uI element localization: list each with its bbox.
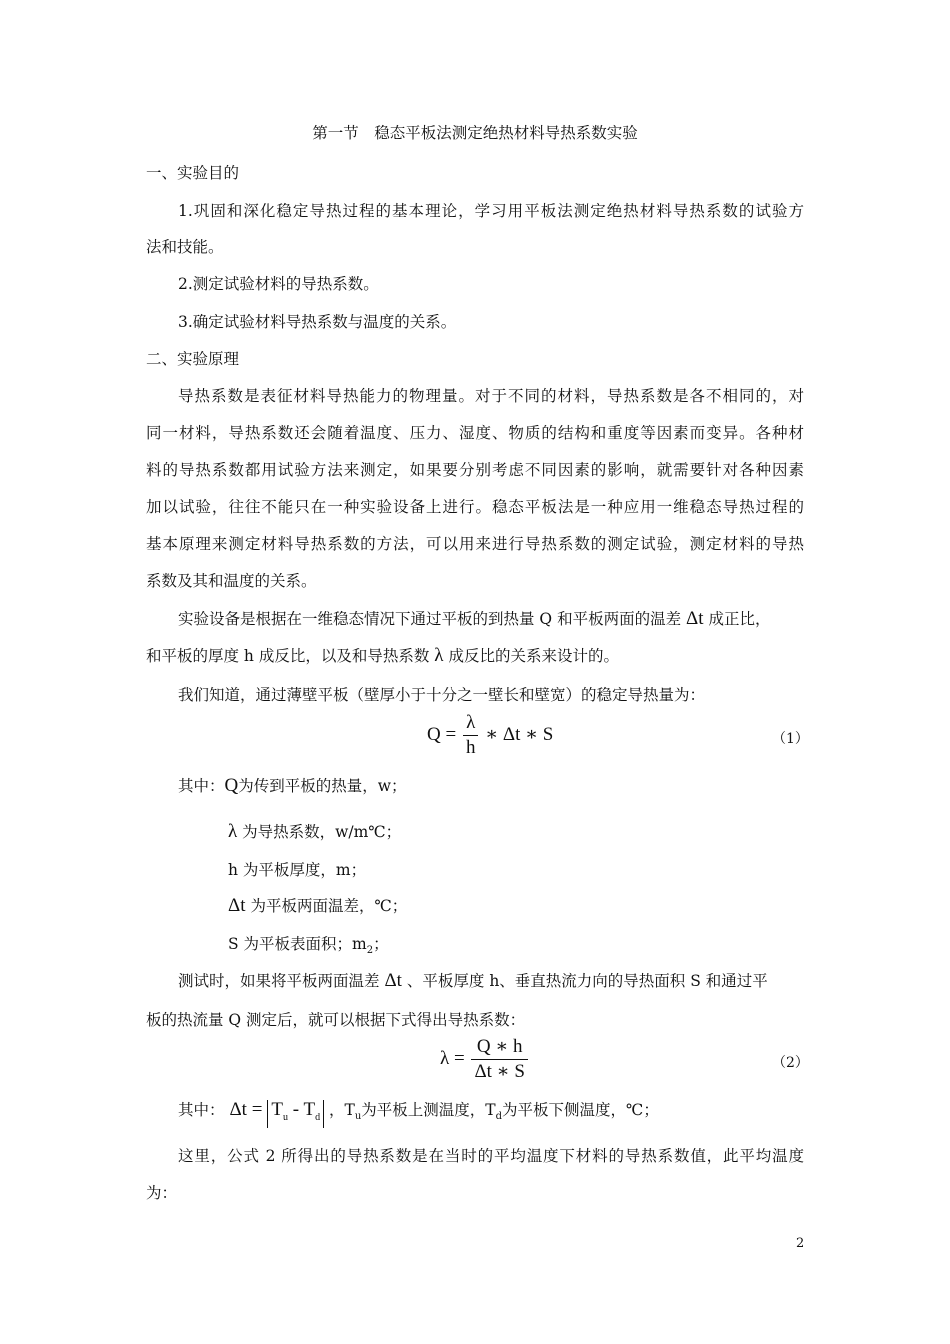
equation-2 <box>440 1036 530 1083</box>
def-S-text: S 为平板表面积；m <box>228 935 367 953</box>
eq2-denominator: Δt ∗ S <box>471 1059 527 1083</box>
definition-S <box>228 934 389 961</box>
where2-text-c: 为平板下侧温度，℃； <box>502 1101 659 1119</box>
eq1-lhs: Q = <box>427 723 457 745</box>
page-number: 2 <box>796 1236 805 1251</box>
principle-p4-line-1 <box>178 971 768 991</box>
equation-1-number: （1） <box>772 731 809 747</box>
lambda-symbol: λ <box>434 645 444 666</box>
where-label-1: 其中： <box>178 777 225 795</box>
principle-p2-line-2 <box>146 646 619 666</box>
p4-text-a: 测试时，如果将平板两面温差 <box>178 972 380 990</box>
principle-p1-line-5: 基本原理来测定材料导热系数的方法，可以用来进行导热系数的测定试验，测定材料的导热 <box>146 535 804 553</box>
eq2-fraction <box>471 1036 527 1083</box>
equation-2-number: （2） <box>772 1055 809 1071</box>
where2-sub-u: u <box>354 1111 362 1123</box>
eq3-absolute-value <box>267 1100 324 1128</box>
p2-text-a: 实验设备是根据在一维稳态情况下通过平板的到热量 Q 和平板两面的温差 <box>178 610 682 628</box>
eq1-rhs: ∗ Δt ∗ S <box>485 723 554 745</box>
principle-p1-line-2: 同一材料，导热系数还会随着温度、压力、湿度、物质的结构和重度等因素而变异。各种材 <box>146 424 804 442</box>
principle-p1-line-4: 加以试验，往往不能只在一种实验设备上进行。稳态平板法是一种应用一维稳态导热过程的 <box>146 498 804 516</box>
delta-t-symbol: Δt <box>686 608 704 629</box>
principle-p4-line-2: 板的热流量 Q 测定后，就可以根据下式得出导热系数： <box>146 1011 526 1029</box>
p4-text-b: 、平板厚度 h、垂直热流力向的导热面积 S 和通过平 <box>406 972 768 990</box>
eq1-numerator: λ <box>466 712 476 733</box>
equation-1 <box>427 712 553 759</box>
where-label-2: 其中： <box>178 1101 225 1119</box>
purpose-item-1-line-1: 1.巩固和深化稳定导热过程的基本理论，学习用平板法测定绝热材料导热系数的试验方 <box>178 202 804 220</box>
def-S-end: ； <box>373 935 389 953</box>
def-S-subscript: 2 <box>366 945 374 957</box>
eq1-denominator: h <box>463 735 479 759</box>
purpose-item-1-line-2: 法和技能。 <box>146 238 224 256</box>
definition-Q <box>178 776 407 796</box>
principle-p1-line-3: 料的导热系数都用试验方法来测定，如果要分别考虑不同因素的影响，就需要针对各种因素 <box>146 461 804 479</box>
eq2-numerator: Q ∗ h <box>476 1036 523 1057</box>
principle-p2-line-1 <box>178 609 770 629</box>
eq3-lhs: Δt = <box>229 1099 263 1120</box>
definition-delta-t <box>228 896 407 916</box>
definition-h: h 为平板厚度，m； <box>228 861 367 879</box>
page-title: 第一节 稳态平板法测定绝热材料导热系数实验 <box>312 124 638 142</box>
eq3-Td-sub: d <box>315 1111 321 1123</box>
def-lambda-text: 为导热系数，w/m℃； <box>242 823 402 841</box>
eq3-Td: T <box>303 1099 316 1120</box>
p2-text-b: 成正比， <box>708 610 771 628</box>
principle-p1-line-6: 系数及其和温度的关系。 <box>146 572 317 590</box>
eq3-Tu-sub: u <box>282 1111 288 1123</box>
delta-t-symbol-def: Δt <box>228 895 246 916</box>
purpose-item-3: 3.确定试验材料导热系数与温度的关系。 <box>178 313 457 331</box>
eq2-lhs: λ = <box>440 1047 465 1069</box>
principle-p3: 我们知道，通过薄壁平板（壁厚小于十分之一壁长和壁宽）的稳定导热量为： <box>178 686 706 704</box>
principle-p5-line-2: 为： <box>146 1184 178 1202</box>
temperature-difference-definition <box>178 1100 659 1128</box>
def-Q-text: 为传到平板的热量，w； <box>238 777 407 795</box>
section-heading-principle: 二、实验原理 <box>146 350 240 368</box>
definition-lambda <box>228 822 401 842</box>
where2-sub-d: d <box>495 1111 503 1123</box>
where2-text-b: 为平板上测温度，T <box>361 1101 496 1119</box>
eq3-Tu: T <box>271 1099 283 1120</box>
where2-text-a: ，T <box>329 1101 355 1119</box>
principle-p5-line-1: 这里，公式 2 所得出的导热系数是在当时的平均温度下材料的导热系数值，此平均温度 <box>178 1147 804 1165</box>
purpose-item-2: 2.测定试验材料的导热系数。 <box>178 275 379 293</box>
def-dt-text: 为平板两面温差，℃； <box>250 897 408 915</box>
p2-text-d: 成反比的关系来设计的。 <box>448 647 619 665</box>
delta-t-symbol-p4: Δt <box>384 970 402 991</box>
eq3-minus: - <box>287 1099 304 1120</box>
Q-symbol: Q <box>224 775 239 796</box>
principle-p1-line-1: 导热系数是表征材料导热能力的物理量。对于不同的材料，导热系数是各不相同的，对 <box>178 387 804 405</box>
eq1-fraction <box>463 712 479 759</box>
p2-text-c: 和平板的厚度 h 成反比，以及和导热系数 <box>146 647 430 665</box>
section-heading-purpose: 一、实验目的 <box>146 164 240 182</box>
lambda-symbol-def: λ <box>228 821 238 842</box>
